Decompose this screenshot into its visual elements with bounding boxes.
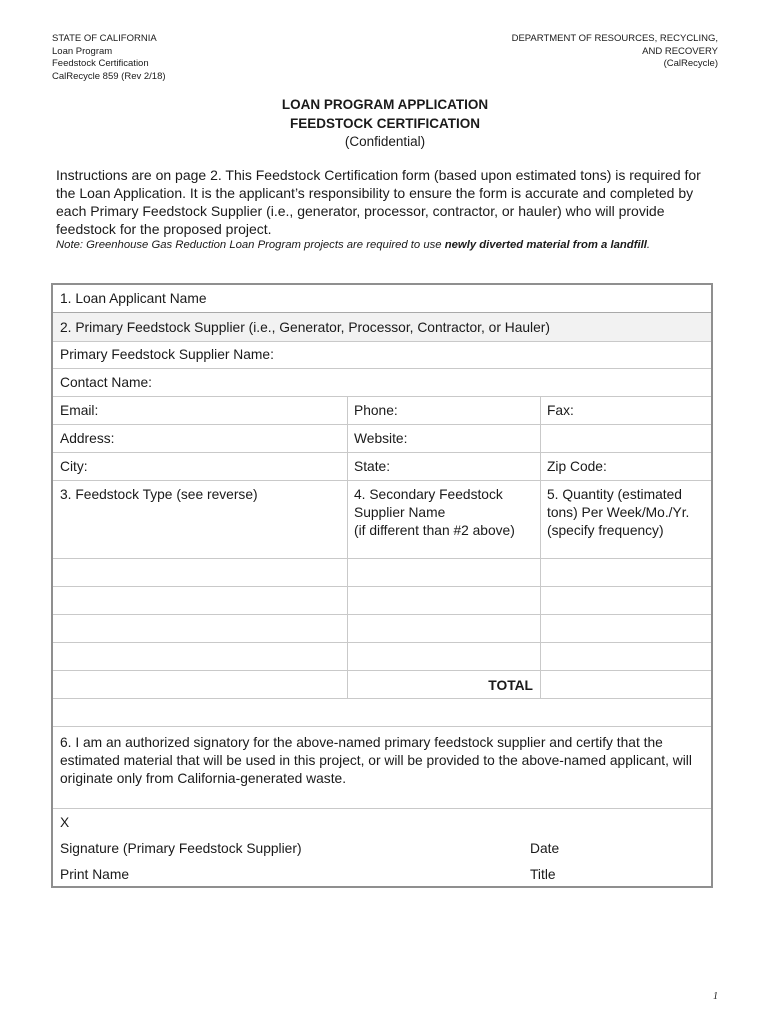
- total-quantity-cell[interactable]: [540, 671, 711, 698]
- zip-code-field[interactable]: Zip Code:: [547, 459, 607, 474]
- header-right: [512, 33, 718, 71]
- divider: [53, 452, 711, 453]
- phone-field[interactable]: Phone:: [354, 403, 398, 418]
- header-department-line2: AND RECOVERY: [642, 45, 718, 57]
- secondary-supplier-cell[interactable]: [347, 559, 540, 586]
- feedstock-type-header: 3. Feedstock Type (see reverse): [60, 487, 258, 502]
- feedstock-type-cell[interactable]: [53, 643, 347, 670]
- contact-name-field[interactable]: Contact Name:: [60, 375, 153, 390]
- divider: [53, 368, 711, 369]
- secondary-supplier-label: 4. Secondary Feedstock Supplier Name: [354, 487, 503, 520]
- quantity-header: 5. Quantity (estimated tons) Per Week/Mo./Yr. (specify frequency): [547, 487, 690, 538]
- header-form-number: CalRecycle 859 (Rev 2/18): [52, 70, 166, 82]
- total-label: TOTAL: [488, 678, 533, 693]
- divider: [53, 480, 711, 481]
- email-field[interactable]: Email:: [60, 403, 99, 418]
- section2-heading: 2. Primary Feedstock Supplier (i.e., Generator, Processor, Contractor, or Hauler): [60, 320, 550, 335]
- instructions-paragraph: Instructions are on page 2. This Feedstock Certification form (based upon estimated tons) is required for the Loan Application. It is the applicant’s responsibility to ensure the form is accurate and completed by each Primary Feedstock Supplier (i.e., generator, processor, contractor, or hauler) who will provide feedstock for the proposed project.: [56, 167, 701, 237]
- title-line1: LOAN PROGRAM APPLICATION: [281, 97, 489, 112]
- divider: [53, 808, 711, 809]
- signature-label: Signature (Primary Feedstock Supplier): [60, 841, 302, 856]
- loan-applicant-name-field[interactable]: 1. Loan Applicant Name: [60, 291, 207, 306]
- certification-statement: 6. I am an authorized signatory for the above-named primary feedstock supplier and certify that the estimated material that will be used in this project, or will be provided to the above-named applicant, will originate only from California-generated waste.: [60, 735, 692, 786]
- header-program: Loan Program: [52, 45, 113, 57]
- note-paragraph: [56, 238, 722, 253]
- secondary-supplier-sublabel: (if different than #2 above): [354, 523, 515, 538]
- feedstock-type-cell[interactable]: [53, 559, 347, 586]
- secondary-supplier-header: [347, 482, 540, 544]
- fax-field[interactable]: Fax:: [547, 403, 574, 418]
- city-field[interactable]: City:: [60, 459, 88, 474]
- feedstock-type-cell[interactable]: [53, 615, 347, 642]
- date-label: Date: [530, 841, 560, 856]
- note-suffix: .: [646, 239, 651, 251]
- title-line2: FEEDSTOCK CERTIFICATION: [289, 115, 480, 131]
- title-label: Title: [530, 867, 556, 882]
- note-emphasis: newly diverted material from a landfill: [444, 239, 647, 251]
- secondary-supplier-cell[interactable]: [347, 643, 540, 670]
- document-title: [0, 96, 770, 152]
- divider: [53, 396, 711, 397]
- note-prefix: Note: Greenhouse Gas Reduction Loan Program projects are required to use: [56, 239, 445, 251]
- website-field[interactable]: Website:: [354, 431, 408, 446]
- signature-line[interactable]: X: [60, 815, 70, 830]
- header-state: STATE OF CALIFORNIA: [52, 33, 157, 44]
- quantity-cell[interactable]: [540, 587, 711, 614]
- secondary-supplier-cell[interactable]: [347, 587, 540, 614]
- page-number: 1: [713, 991, 718, 1002]
- print-name-label: Print Name: [60, 867, 130, 882]
- header-department-abbrev: (CalRecycle): [663, 58, 718, 69]
- feedstock-form-table: [51, 283, 713, 888]
- title-confidential: (Confidential): [344, 134, 426, 149]
- quantity-cell[interactable]: [540, 643, 711, 670]
- quantity-cell[interactable]: [540, 615, 711, 642]
- quantity-cell[interactable]: [540, 559, 711, 586]
- secondary-supplier-cell[interactable]: [347, 615, 540, 642]
- feedstock-type-cell[interactable]: [53, 587, 347, 614]
- header-left: [52, 33, 166, 83]
- header-department-line1: DEPARTMENT OF RESOURCES, RECYCLING,: [511, 33, 718, 44]
- divider: [53, 424, 711, 425]
- header-form-name: Feedstock Certification: [52, 58, 149, 69]
- address-field[interactable]: Address:: [60, 431, 115, 446]
- divider: [53, 726, 711, 727]
- supplier-name-field[interactable]: Primary Feedstock Supplier Name:: [60, 347, 274, 362]
- state-field[interactable]: State:: [354, 459, 391, 474]
- divider: [53, 312, 711, 313]
